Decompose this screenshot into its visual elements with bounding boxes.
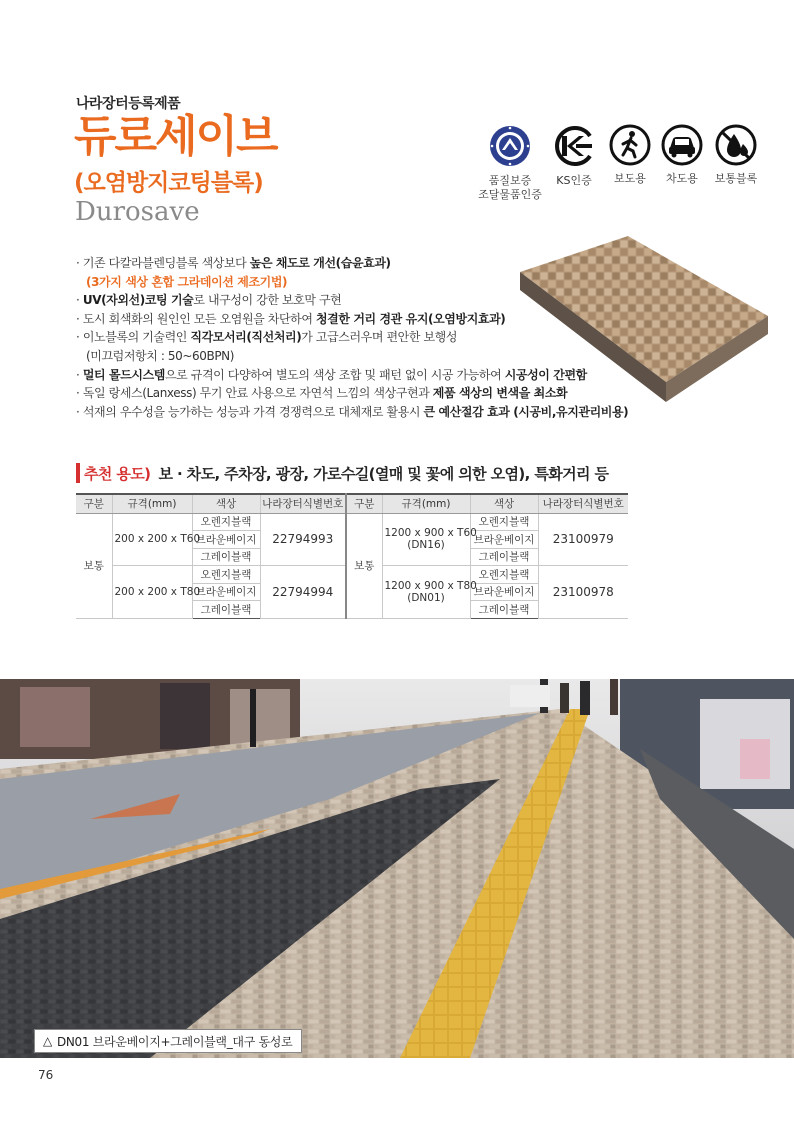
product-kicker: 나라장터등록제품 [76, 96, 181, 112]
page-subtitle: (오염방지코팅블록) [74, 170, 263, 196]
usage-label: 추천 용도) [84, 464, 151, 483]
street-installation-photo [0, 679, 794, 1058]
th-code: 나라장터식별번호 [538, 494, 628, 513]
english-title: Durosave [75, 197, 200, 227]
feature-item: · 석재의 우수성을 능가하는 성능과 가격 경쟁력으로 대체재로 활용시 큰 예산절감 효과 (시공비,유지관리비용) [76, 404, 629, 419]
photo-caption [34, 1029, 302, 1053]
page-title: 듀로세이브 [74, 111, 277, 162]
category-cell: 보통 [76, 513, 112, 618]
color-cell: 브라운베이지 [192, 583, 260, 601]
usage-marker [76, 463, 80, 483]
color-cell: 브라운베이지 [470, 583, 538, 601]
cert-ks-label: KS인증 [556, 174, 592, 187]
size-cell: 200 x 200 x T60 [112, 513, 192, 566]
size-cell: 200 x 200 x T80 [112, 566, 192, 619]
car-icon [661, 124, 703, 166]
code-cell: 22794993 [260, 513, 346, 566]
feature-item: · 독일 랑세스(Lanxess) 무기 안료 사용으로 자연석 느낌의 색상구현과 제품 색상의 변색을 최소화 [76, 386, 568, 401]
th-category: 구분 [76, 494, 112, 513]
feature-item-note: (3가지 색상 혼합 그라데이션 제조기법) [86, 274, 288, 289]
color-cell: 브라운베이지 [470, 531, 538, 549]
page-number: 76 [38, 1068, 54, 1082]
cert-standard-block-label: 보통블록 [714, 172, 758, 185]
color-cell: 오렌지블랙 [192, 513, 260, 531]
code-cell: 22794994 [260, 566, 346, 619]
color-cell: 그레이블랙 [470, 601, 538, 619]
feature-item: · UV(자외선)코팅 기술로 내구성이 강한 보호막 구현 [76, 293, 342, 308]
color-cell: 오렌지블랙 [192, 566, 260, 584]
cert-pedestrian-label: 보도용 [614, 172, 646, 185]
cert-ks [542, 124, 606, 188]
th-code: 나라장터식별번호 [260, 494, 346, 513]
color-cell: 오렌지블랙 [470, 566, 538, 584]
quality-seal-icon [488, 124, 532, 168]
color-cell: 오렌지블랙 [470, 513, 538, 531]
cert-quality [478, 124, 542, 202]
color-cell: 그레이블랙 [192, 548, 260, 566]
feature-item: · 도시 회색화의 원인인 모든 오염원을 차단하여 청결한 거리 경관 유지(오염방지효과) [76, 311, 506, 326]
cert-standard-block [704, 124, 768, 186]
th-category: 구분 [346, 494, 382, 513]
feature-list [76, 254, 628, 421]
th-size: 규격(mm) [112, 494, 192, 513]
th-color: 색상 [470, 494, 538, 513]
category-cell: 보통 [346, 513, 382, 618]
color-cell: 그레이블랙 [470, 548, 538, 566]
recommended-usage [76, 462, 608, 484]
permeable-drop-icon [715, 124, 757, 166]
code-cell: 23100979 [538, 513, 628, 566]
feature-item: · 멀티 몰드시스템으로 규격이 다양하여 별도의 색상 조합 및 패턴 없이 시공 가능하여 시공성이 간편함 [76, 367, 587, 382]
th-size: 규격(mm) [382, 494, 470, 513]
size-cell: 1200 x 900 x T60 (DN16) [382, 513, 470, 566]
cert-quality-label-2: 조달물품인증 [478, 188, 542, 201]
feature-item: · 이노블록의 기술력인 직각모서리(직선처리)가 고급스러우며 편안한 보행성 [76, 330, 458, 345]
feature-item-note: (미끄럼저항치 : 50~60BPN) [86, 348, 235, 363]
cert-vehicle-label: 차도용 [666, 172, 698, 185]
pedestrian-icon [609, 124, 651, 166]
ks-mark-icon [552, 124, 596, 168]
usage-text: 보 · 차도, 주차장, 광장, 가로수길(열매 및 꽃에 의한 오염), 특화거리 등 [158, 464, 609, 483]
cert-quality-label-1: 품질보증 [488, 174, 532, 187]
caption-text: DN01 브라운베이지+그레이블랙_대구 동성로 [56, 1034, 293, 1049]
th-color: 색상 [192, 494, 260, 513]
feature-item: · 기존 다칼라블렌딩블록 색상보다 높은 채도로 개선(습윤효과) [76, 256, 391, 270]
color-cell: 브라운베이지 [192, 531, 260, 549]
code-cell: 23100978 [538, 566, 628, 619]
certification-icons [478, 124, 764, 214]
table-row [76, 513, 628, 531]
caption-triangle-icon: △ [43, 1034, 52, 1048]
size-cell: 1200 x 900 x T80 (DN01) [382, 566, 470, 619]
spec-table [76, 493, 628, 619]
color-cell: 그레이블랙 [192, 601, 260, 619]
